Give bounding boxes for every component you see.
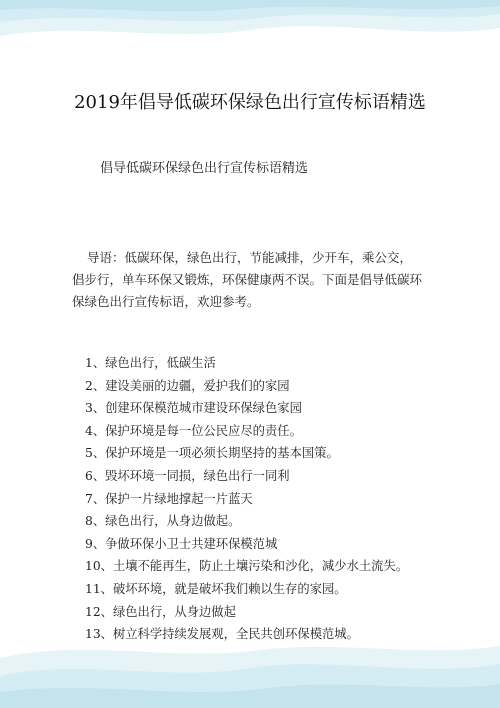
top-wave-decoration [0,0,500,70]
intro-paragraph: 导语：低碳环保，绿色出行，节能减排，少开车，乘公交，倡步行，单车环保又锻炼，环保健康两不误。下面是倡导低碳环保绿色出行宣传标语，欢迎参考。 [72,250,423,309]
list-item: 5、保护环境是一项必须长期坚持的基本国策。 [85,446,339,461]
list-item: 4、保护环境是每一位公民应尽的责任。 [85,423,302,438]
list-item: 9、争做环保小卫士共建环保模范城 [85,536,278,551]
list-item: 2、建设美丽的边疆，爱护我们的家园 [85,378,290,393]
slogan-list [85,352,425,646]
list-item: 3、创建环保模范城市建设环保绿色家园 [85,401,302,416]
document-title: 2019年倡导低碳环保绿色出行宣传标语精选 [74,92,426,113]
list-item: 12、绿色出行，从身边做起 [85,604,236,619]
list-item: 10、土壤不能再生，防止土壤污染和沙化，减少水土流失。 [85,559,409,574]
list-item: 11、破坏环境，就是破坏我们赖以生存的家园。 [85,581,347,596]
list-item: 1、绿色出行，低碳生活 [85,356,216,370]
list-item: 6、毁坏环境一同损，绿色出行一同利 [85,468,290,483]
list-item: 8、绿色出行，从身边做起。 [85,514,241,529]
document-subtitle: 倡导低碳环保绿色出行宣传标语精选 [100,161,309,176]
list-item: 13、树立科学持续发展观，全民共创环保模范城。 [85,627,359,642]
list-item: 7、保护一片绿地撑起一片蓝天 [85,491,253,506]
